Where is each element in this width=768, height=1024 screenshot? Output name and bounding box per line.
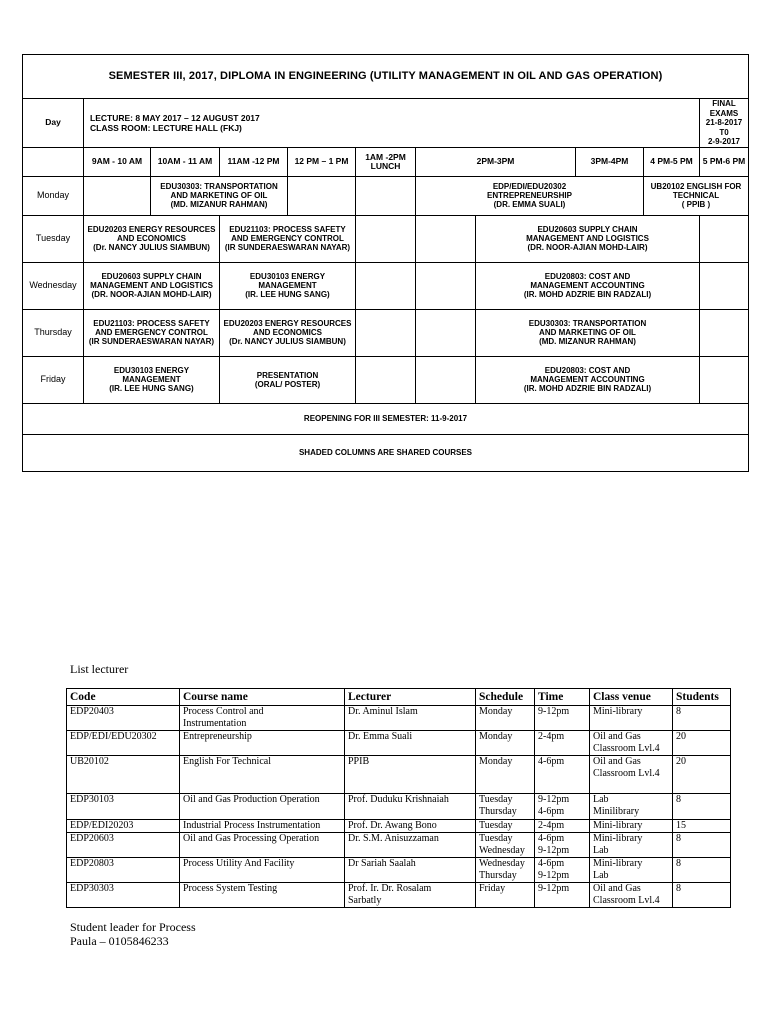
cell-text-line: Tuesday <box>479 794 513 805</box>
cell-text-line: AND ECONOMICS <box>117 234 186 243</box>
lecturer-cell <box>345 731 476 756</box>
cell-text-line: 9-12pm <box>538 706 570 717</box>
day-header: Day <box>23 99 84 148</box>
lecture-dates: LECTURE: 8 MAY 2017 – 12 AUGUST 2017 <box>90 112 260 123</box>
course-cell <box>84 262 220 309</box>
code-cell: EDP20603 <box>67 833 180 858</box>
reopening-note: REOPENING FOR III SEMESTER: 11-9-2017 <box>23 403 749 434</box>
cell-text-line: (Dr. NANCY JULIUS SIAMBUN) <box>93 243 210 252</box>
cell-text-line: (DR. NOOR-AJIAN MOHD-LAIR) <box>91 290 212 299</box>
day-friday: Friday <box>23 356 84 403</box>
day-wednesday: Wednesday <box>23 262 84 309</box>
cell-text-line: 3PM-4PM <box>590 156 629 166</box>
empty-cell <box>356 176 416 215</box>
venue-cell <box>590 731 673 756</box>
code-cell: EDP20403 <box>67 706 180 731</box>
lecturer-cell <box>345 820 476 833</box>
cell-text-line: Dr. Emma Suali <box>348 731 413 742</box>
empty-cell <box>356 356 416 403</box>
course-name-cell <box>180 833 345 858</box>
venue-cell <box>590 883 673 908</box>
cell-text-line: Monday <box>479 756 513 767</box>
cell-text-line: Industrial Process Instrumentation <box>183 820 321 831</box>
code-cell: UB20102 <box>67 756 180 794</box>
cell-text-line: (IR. MOHD ADZRIE BIN RADZALI) <box>523 290 652 299</box>
lecturer-cell <box>345 794 476 820</box>
cell-text-line: EDU20803: COST AND <box>544 366 631 375</box>
empty-cell <box>356 215 416 262</box>
cell-text-line: EDU30103 ENERGY <box>113 366 190 375</box>
cell-text-line: Dr. Aminul Islam <box>348 706 418 717</box>
column-header: Students <box>673 689 731 706</box>
time-cell <box>535 731 590 756</box>
course-cell <box>220 215 356 262</box>
final-exams-label: FINAL EXAMS <box>709 99 739 118</box>
course-name-cell <box>180 858 345 883</box>
cell-text-line: English For Technical <box>183 756 271 767</box>
course-cell <box>644 176 749 215</box>
cell-text-line: EDU30303: TRANSPORTATION <box>528 319 647 328</box>
schedule-cell <box>476 706 535 731</box>
time-cell <box>535 794 590 820</box>
cell-text-line: (DR. EMMA SUALI) <box>493 200 566 209</box>
course-name-cell <box>180 883 345 908</box>
course-cell <box>476 309 700 356</box>
table-row <box>67 820 731 833</box>
cell-text-line: AND ECONOMICS <box>253 328 322 337</box>
code-cell: EDP/EDI20203 <box>67 820 180 833</box>
cell-text-line: 2PM-3PM <box>476 156 515 166</box>
cell-text-line: Prof. Duduku Krishnaiah <box>348 794 449 805</box>
time-slot <box>220 147 288 176</box>
table-row <box>67 706 731 731</box>
cell-text-line: 11AM -12 PM <box>227 156 280 166</box>
course-cell <box>476 356 700 403</box>
cell-text-line: EDU20603 SUPPLY CHAIN <box>101 272 202 281</box>
time-cell <box>535 820 590 833</box>
empty-cell <box>416 309 476 356</box>
cell-text-line: Lab <box>593 794 609 805</box>
cell-text-line: Classroom Lvl.4 <box>593 768 660 779</box>
cell-text-line: Lab <box>593 845 609 856</box>
semester-timetable <box>22 54 749 472</box>
table-row <box>67 883 731 908</box>
time-cell <box>535 833 590 858</box>
column-header: Class venue <box>590 689 673 706</box>
cell-text-line: AND MARKETING OF OIL <box>539 328 636 337</box>
course-cell <box>416 176 644 215</box>
empty-cell <box>356 262 416 309</box>
cell-text-line: Prof. Dr. Awang Bono <box>348 820 437 831</box>
lecturer-table <box>66 688 731 908</box>
student-leader-title: Student leader for Process <box>70 920 196 934</box>
cell-text-line: Minilibrary <box>593 806 640 817</box>
table-row <box>67 794 731 820</box>
students-cell: 15 <box>673 820 731 833</box>
cell-text-line: Process Utility And Facility <box>183 858 295 869</box>
course-cell <box>220 309 356 356</box>
time-slot-lunch <box>356 147 416 176</box>
time-slot <box>416 147 576 176</box>
cell-text-line: Classroom Lvl.4 <box>593 895 660 906</box>
schedule-cell <box>476 756 535 794</box>
cell-text-line: EDU30103 ENERGY <box>249 272 326 281</box>
cell-text-line: Tuesday <box>479 833 513 844</box>
cell-text-line: (ORAL/ POSTER) <box>254 379 321 389</box>
schedule-cell <box>476 820 535 833</box>
cell-text-line: (Dr. NANCY JULIUS SIAMBUN) <box>229 337 346 346</box>
empty-cell <box>288 176 356 215</box>
cell-text-line: Wednesday <box>479 858 525 869</box>
empty-cell <box>700 262 749 309</box>
lecturer-cell <box>345 833 476 858</box>
students-cell: 8 <box>673 833 731 858</box>
venue-cell <box>590 820 673 833</box>
cell-text-line: MANAGEMENT AND LOGISTICS <box>90 281 213 290</box>
time-slot <box>644 147 700 176</box>
cell-text-line: EDU21103: PROCESS SAFETY <box>93 319 210 328</box>
cell-text-line: Oil and Gas <box>593 883 641 894</box>
course-name-cell <box>180 756 345 794</box>
schedule-cell <box>476 833 535 858</box>
lecturer-cell <box>345 858 476 883</box>
student-leader <box>70 920 196 948</box>
cell-text-line: 9AM - 10 AM <box>91 156 143 166</box>
time-slot <box>288 147 356 176</box>
final-exams-start: 21-8-2017 T0 <box>705 118 743 137</box>
time-cell <box>535 858 590 883</box>
cell-text-line: EDU20203 ENERGY RESOURCES <box>223 319 352 328</box>
code-cell: EDP30303 <box>67 883 180 908</box>
cell-text-line: 9-12pm <box>538 870 570 881</box>
column-header: Course name <box>180 689 345 706</box>
cell-text-line: 2-4pm <box>538 820 565 831</box>
cell-text-line: MANAGEMENT <box>122 375 181 384</box>
schedule-cell <box>476 731 535 756</box>
empty-cell <box>700 215 749 262</box>
course-cell <box>476 262 700 309</box>
course-name-cell <box>180 706 345 731</box>
course-name-cell <box>180 731 345 756</box>
venue-cell <box>590 756 673 794</box>
cell-text-line: UB20102 ENGLISH FOR <box>650 182 742 191</box>
empty-cell <box>416 262 476 309</box>
cell-text-line: PPIB <box>348 756 370 767</box>
cell-text-line: AND MARKETING OF OIL <box>170 191 268 200</box>
cell-text-line: 12 PM – 1 PM <box>294 156 349 166</box>
empty-cell <box>700 356 749 403</box>
empty-cell <box>700 309 749 356</box>
time-blank <box>23 147 84 176</box>
cell-text-line: EDU21103: PROCESS SAFETY <box>229 225 346 234</box>
cell-text-line: Friday <box>479 883 506 894</box>
cell-text-line: 4-6pm <box>538 806 565 817</box>
lecturer-table-header <box>67 689 731 706</box>
cell-text-line: EDU30303: TRANSPORTATION <box>160 182 278 191</box>
course-cell <box>220 356 356 403</box>
students-cell: 8 <box>673 858 731 883</box>
students-cell: 20 <box>673 756 731 794</box>
cell-text-line: TECHNICAL <box>672 191 720 200</box>
cell-text-line: 1AM -2PM <box>365 151 406 162</box>
cell-text-line: MANAGEMENT AND LOGISTICS <box>526 234 649 243</box>
students-cell: 20 <box>673 731 731 756</box>
empty-cell <box>416 356 476 403</box>
cell-text-line: Monday <box>479 706 513 717</box>
table-row <box>67 756 731 794</box>
time-cell <box>535 883 590 908</box>
cell-text-line: AND EMERGENCY CONTROL <box>95 328 208 337</box>
column-header: Time <box>535 689 590 706</box>
cell-text-line: EDU20803: COST AND <box>544 272 631 281</box>
venue-cell <box>590 858 673 883</box>
code-cell: EDP/EDI/EDU20302 <box>67 731 180 756</box>
cell-text-line: Classroom Lvl.4 <box>593 743 660 754</box>
cell-text-line: ENTREPRENEURSHIP <box>487 191 572 200</box>
table-row <box>67 833 731 858</box>
time-slot <box>151 147 220 176</box>
cell-text-line: 9-12pm <box>538 883 570 894</box>
course-cell <box>84 356 220 403</box>
cell-text-line: EDU20203 ENERGY RESOURCES <box>87 225 216 234</box>
course-cell <box>476 215 700 262</box>
cell-text-line: Process System Testing <box>183 883 278 894</box>
cell-text-line: (MD. MIZANUR RAHMAN) <box>539 337 636 346</box>
code-cell: EDP30103 <box>67 794 180 820</box>
cell-text-line: Wednesday <box>479 845 525 856</box>
cell-text-line: (DR. NOOR-AJIAN MOHD-LAIR) <box>527 243 648 252</box>
lecturer-cell <box>345 756 476 794</box>
cell-text-line: Oil and Gas Production Operation <box>183 794 320 805</box>
code-cell: EDP20803 <box>67 858 180 883</box>
cell-text-line: Oil and Gas <box>593 731 641 742</box>
students-cell: 8 <box>673 883 731 908</box>
cell-text-line: Sarbatly <box>348 895 382 906</box>
cell-text-line: Oil and Gas Processing Operation <box>183 833 320 844</box>
venue-cell <box>590 706 673 731</box>
timetable-title: SEMESTER III, 2017, DIPLOMA IN ENGINEERING (UTILITY MANAGEMENT IN OIL AND GAS OPERATION) <box>23 55 749 99</box>
cell-text-line: (IR. LEE HUNG SANG) <box>245 290 330 299</box>
empty-cell <box>416 215 476 262</box>
schedule-cell <box>476 858 535 883</box>
cell-text-line: ( PPIB ) <box>681 200 711 209</box>
course-name-cell <box>180 820 345 833</box>
course-cell <box>84 215 220 262</box>
day-thursday: Thursday <box>23 309 84 356</box>
students-cell: 8 <box>673 706 731 731</box>
column-header: Schedule <box>476 689 535 706</box>
cell-text-line: MANAGEMENT <box>258 281 317 290</box>
cell-text-line: Instrumentation <box>183 718 247 729</box>
time-cell <box>535 756 590 794</box>
column-header: Lecturer <box>345 689 476 706</box>
table-row <box>67 731 731 756</box>
time-slot <box>576 147 644 176</box>
cell-text-line: 4-6pm <box>538 858 565 869</box>
cell-text-line: 9-12pm <box>538 845 570 856</box>
empty-cell <box>84 176 151 215</box>
cell-text-line: Mini-library <box>593 820 643 831</box>
table-row <box>67 858 731 883</box>
cell-text-line: 4 PM-5 PM <box>650 156 693 166</box>
lecture-info <box>84 99 700 148</box>
cell-text-line: 2-4pm <box>538 731 565 742</box>
time-slot <box>700 147 749 176</box>
student-leader-contact: Paula – 0105846233 <box>70 934 169 948</box>
cell-text-line: 10AM - 11 AM <box>157 156 213 166</box>
cell-text-line: Mini-library <box>593 833 643 844</box>
time-cell <box>535 706 590 731</box>
course-cell <box>151 176 288 215</box>
venue-cell <box>590 794 673 820</box>
cell-text-line: MANAGEMENT ACCOUNTING <box>530 375 645 384</box>
course-cell <box>84 309 220 356</box>
empty-cell <box>356 309 416 356</box>
cell-text-line: Tuesday <box>479 820 513 831</box>
lecturer-cell <box>345 706 476 731</box>
cell-text-line: Dr. S.M. Anisuzzaman <box>348 833 439 844</box>
cell-text-line: MANAGEMENT ACCOUNTING <box>530 281 645 290</box>
cell-text-line: Mini-library <box>593 858 643 869</box>
schedule-cell <box>476 794 535 820</box>
time-slot <box>84 147 151 176</box>
cell-text-line: Prof. Ir. Dr. Rosalam <box>348 883 432 894</box>
lecturer-table-body <box>67 706 731 908</box>
day-tuesday: Tuesday <box>23 215 84 262</box>
column-header: Code <box>67 689 180 706</box>
cell-text-line: Thursday <box>479 806 517 817</box>
students-cell: 8 <box>673 794 731 820</box>
cell-text-line: Monday <box>479 731 513 742</box>
cell-text-line: PRESENTATION <box>256 370 319 380</box>
cell-text-line: AND EMERGENCY CONTROL <box>231 234 344 243</box>
cell-text-line: (IR. MOHD ADZRIE BIN RADZALI) <box>523 384 652 393</box>
schedule-cell <box>476 883 535 908</box>
course-cell <box>220 262 356 309</box>
cell-text-line: EDP/EDI/EDU20302 <box>492 182 567 191</box>
cell-text-line: 4-6pm <box>538 833 565 844</box>
cell-text-line: 5 PM-6 PM <box>702 156 746 166</box>
lecturer-cell <box>345 883 476 908</box>
cell-text-line: Lab <box>593 870 609 881</box>
cell-text-line: Mini-library <box>593 706 643 717</box>
cell-text-line: (IR SUNDERAESWARAN NAYAR) <box>88 337 215 346</box>
cell-text-line: Oil and Gas <box>593 756 641 767</box>
final-exams-end: 2-9-2017 <box>707 137 741 146</box>
cell-text-line: Process Control and <box>183 706 264 717</box>
cell-text-line: EDU20603 SUPPLY CHAIN <box>537 225 638 234</box>
cell-text-line: 9-12pm <box>538 794 570 805</box>
list-title: List lecturer <box>70 662 129 676</box>
final-exams <box>700 99 749 148</box>
cell-text-line: (IR SUNDERAESWARAN NAYAR) <box>224 243 351 252</box>
day-monday: Monday <box>23 176 84 215</box>
cell-text-line: 4-6pm <box>538 756 565 767</box>
classroom: CLASS ROOM: LECTURE HALL (FKJ) <box>90 122 242 133</box>
cell-text-line: Thursday <box>479 870 517 881</box>
shaded-note: SHADED COLUMNS ARE SHARED COURSES <box>23 434 749 471</box>
cell-text-line: Entrepreneurship <box>183 731 252 742</box>
cell-text-line: (MD. MIZANUR RAHMAN) <box>170 200 268 209</box>
cell-text-line: LUNCH <box>370 160 401 171</box>
cell-text-line: Dr Sariah Saalah <box>348 858 416 869</box>
cell-text-line: (IR. LEE HUNG SANG) <box>109 384 194 393</box>
venue-cell <box>590 833 673 858</box>
course-name-cell <box>180 794 345 820</box>
